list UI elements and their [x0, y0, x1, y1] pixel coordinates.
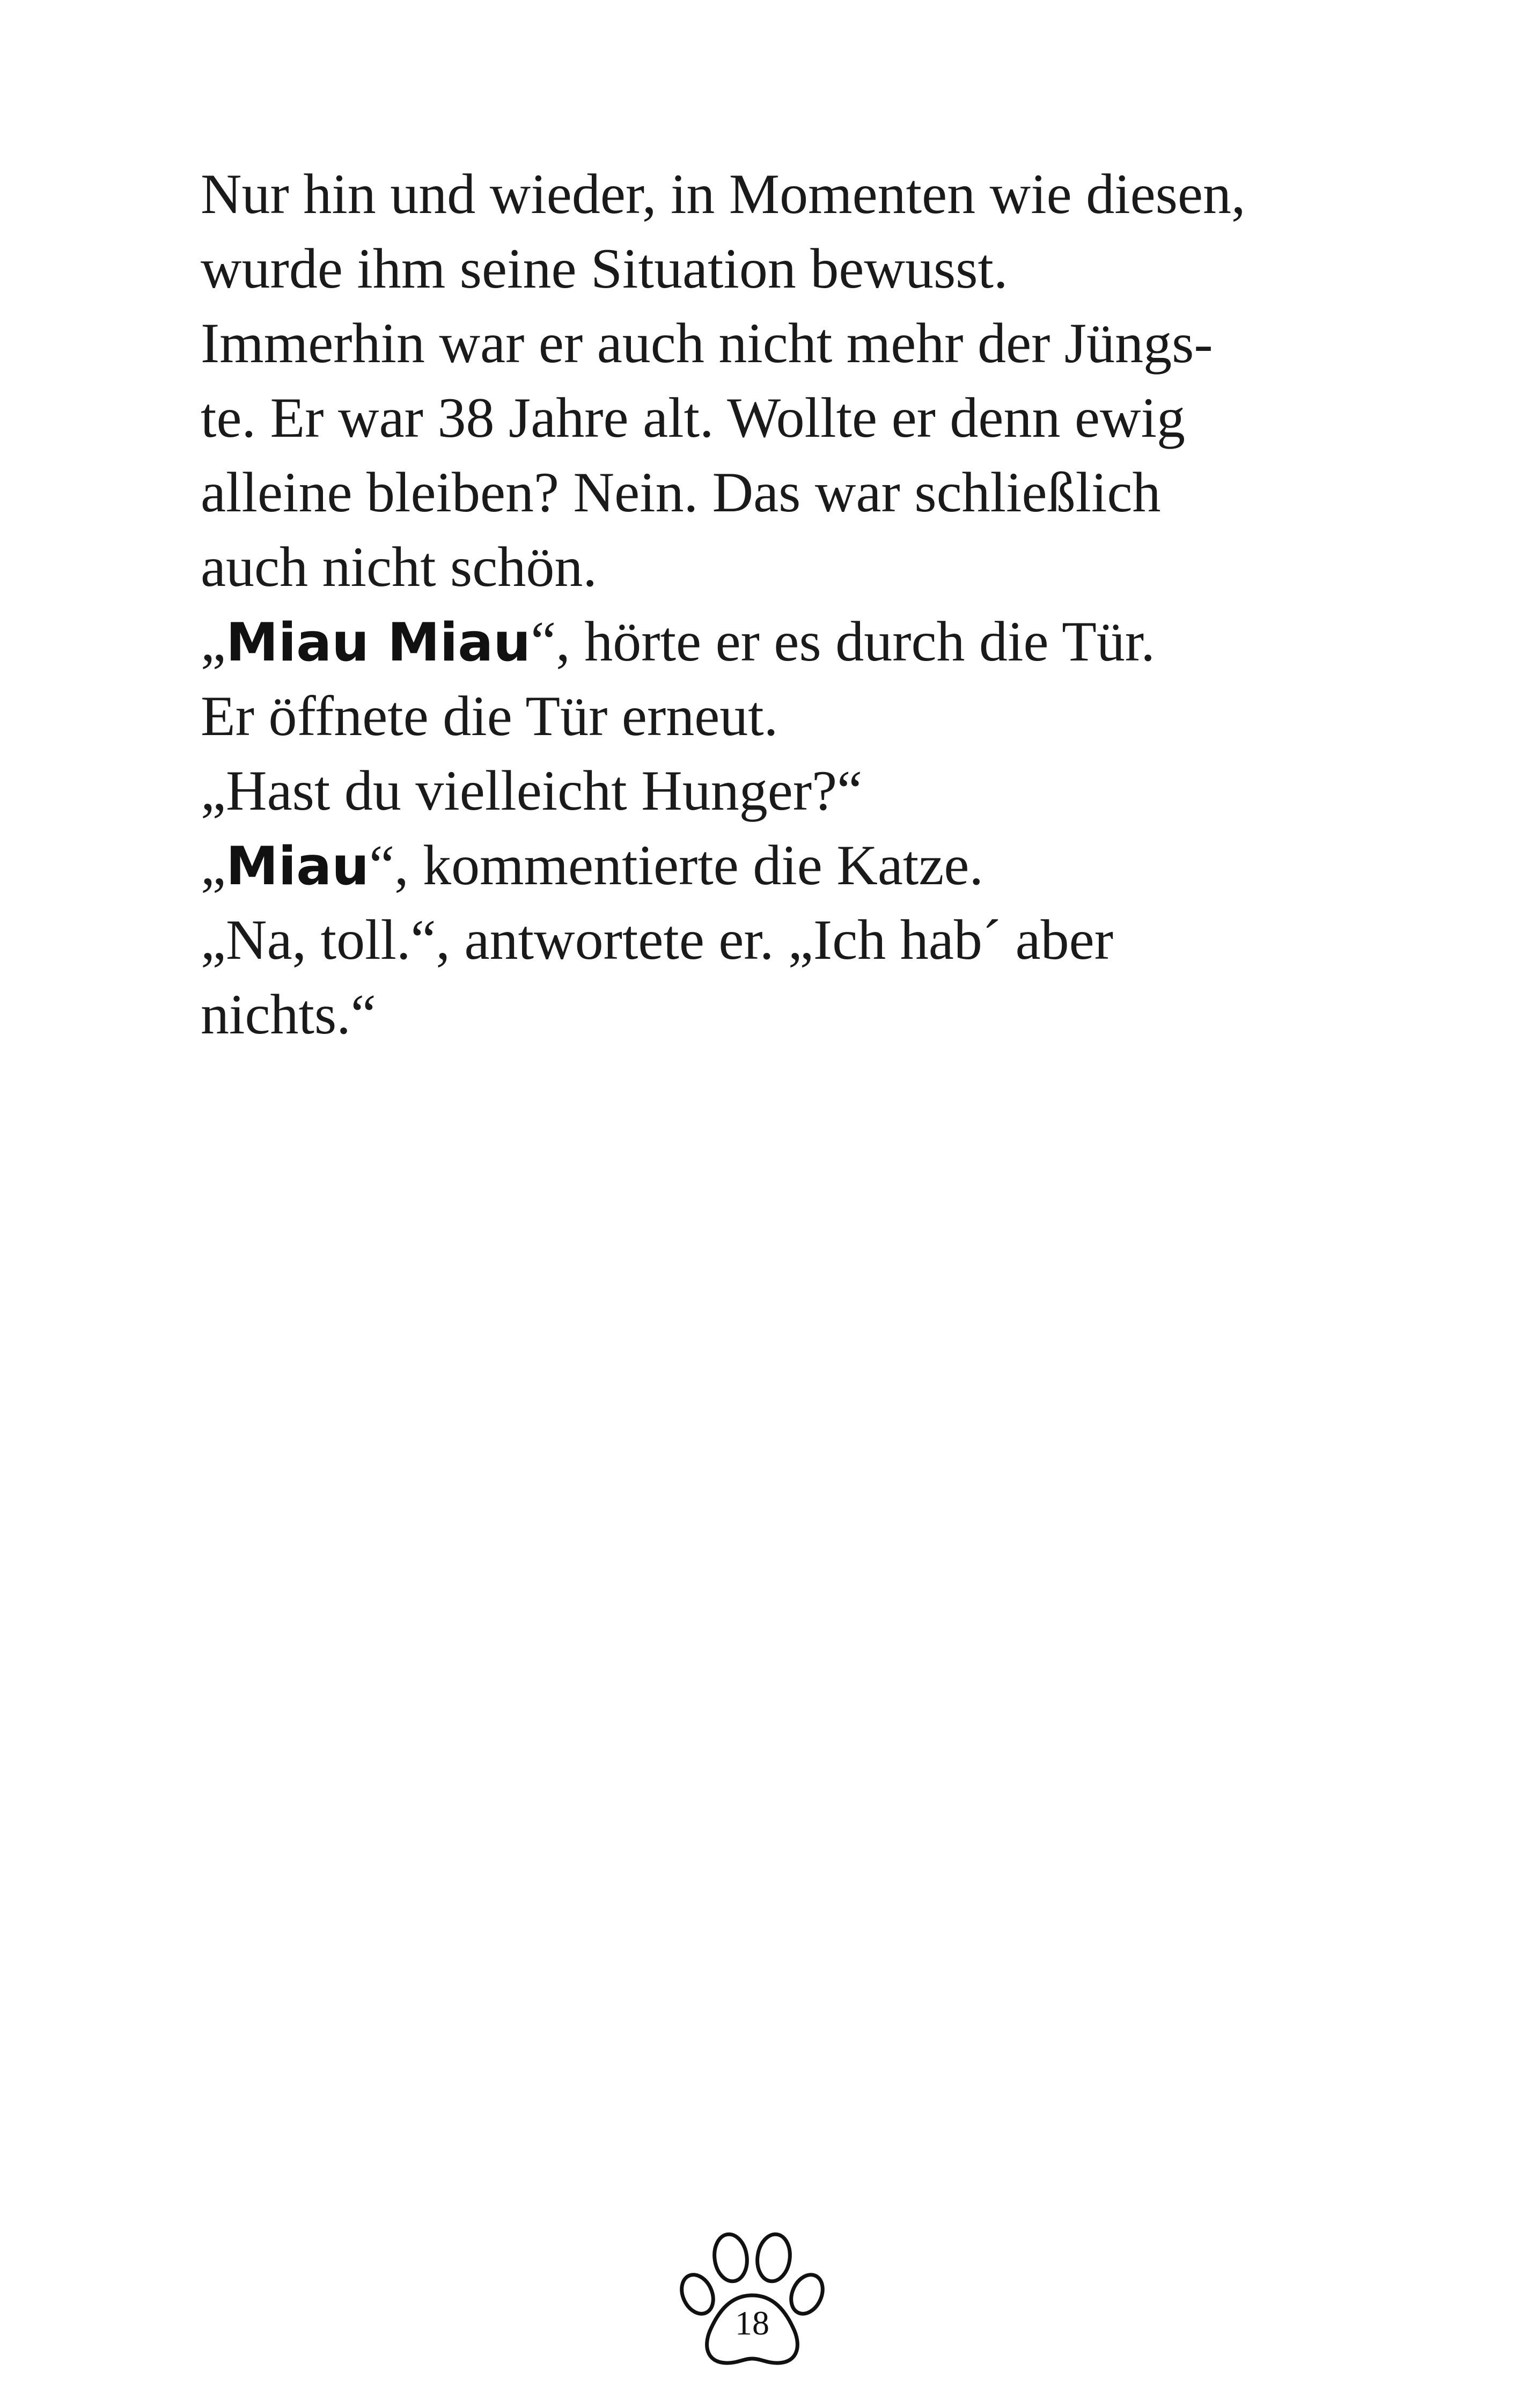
text-line: auch nicht schön. — [201, 535, 597, 598]
text-line: alleine bleiben? Nein. Das war schließlich — [201, 461, 1161, 524]
paw-toe-inner-right — [754, 2232, 793, 2283]
text-line: te. Er war 38 Jahre alt. Wollte er denn ewig — [201, 386, 1186, 449]
text-line-miau-miau — [201, 604, 1338, 679]
text-line: nichts.“ — [201, 983, 376, 1046]
line-rest: “, kommentierte die Katze. — [369, 834, 983, 897]
line-rest: “, hörte er es durch die Tür. — [531, 610, 1155, 673]
paw-icon — [672, 2216, 833, 2377]
text-line-miau — [201, 828, 1338, 902]
text-line: „Na, toll.“, antwortete er. „Ich hab´ aber — [201, 908, 1114, 971]
text-line: „Hast du vielleicht Hunger?“ — [201, 759, 863, 822]
text-line: Immerhin war er auch nicht mehr der Jüngs- — [201, 312, 1213, 375]
open-quote: „ — [201, 610, 226, 673]
paw-toe-inner-left — [711, 2232, 750, 2283]
paw-toe-left — [675, 2270, 719, 2319]
body-text — [201, 157, 1338, 1052]
text-line: wurde ihm seine Situation bewusst. — [201, 237, 1008, 300]
text-line: Er öffnete die Tür erneut. — [201, 685, 778, 747]
page-number: 18 — [735, 2304, 769, 2342]
text-line: Nur hin und wieder, in Momenten wie diesen, — [201, 163, 1246, 225]
open-quote: „ — [201, 834, 226, 897]
miau-sound-text: Miau Miau — [226, 612, 531, 673]
paw-toe-right — [785, 2270, 828, 2319]
miau-sound-text: Miau — [226, 836, 370, 897]
